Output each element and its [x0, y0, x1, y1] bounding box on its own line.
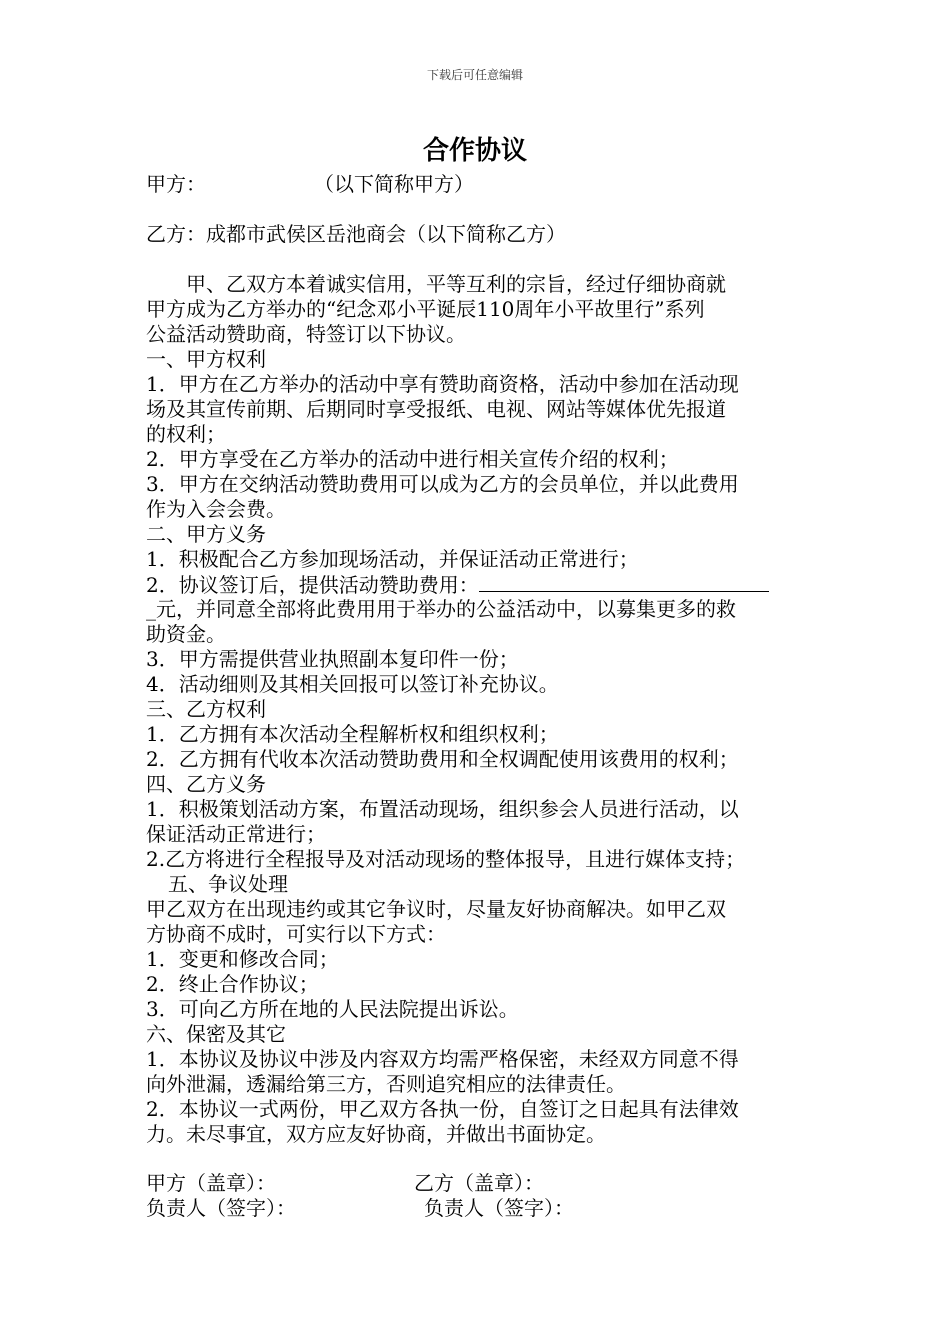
section-party-a-rights [146, 347, 826, 522]
clause-line: 向外泄漏，透漏给第三方，否则追究相应的法律责任。 [146, 1072, 626, 1096]
party-b-seal-label: 乙方（盖章）： [414, 1171, 544, 1195]
clause-line: 方协商不成时，可实行以下方式： [146, 922, 446, 946]
section-heading: 一、甲方权利 [146, 347, 266, 371]
clause-line: 1．乙方拥有本次活动全程解析权和组织权利； [146, 722, 559, 746]
clause-line: 保证活动正常进行； [146, 822, 326, 846]
clause-line: 2．协议签订后，提供活动赞助费用： [146, 572, 826, 597]
clause-line: 力。未尽事宜，双方应友好协商，并做出书面协定。 [146, 1122, 606, 1146]
clause-line: 场及其宣传前期、后期同时享受报纸、电视、网站等媒体优先报道 [146, 397, 726, 421]
seal-row [146, 1171, 826, 1196]
section-party-b-rights [146, 697, 826, 772]
clause-line: 助资金。 [146, 622, 226, 646]
clause-line: 1．变更和修改合同； [146, 947, 339, 971]
clause-line: 2．乙方拥有代收本次活动赞助费用和全权调配使用该费用的权利； [146, 747, 739, 771]
clause-line: 3．甲方需提供营业执照副本复印件一份； [146, 647, 519, 671]
clause-line: 2.乙方将进行全程报导及对活动现场的整体报导，且进行媒体支持； [146, 847, 746, 871]
party-a-label: 甲方： [146, 172, 206, 196]
clause-line: 1．积极策划活动方案，布置活动现场，组织参会人员进行活动，以 [146, 797, 739, 821]
header-note: 下载后可任意编辑 [426, 68, 523, 82]
clause-line: 3．可向乙方所在地的人民法院提出诉讼。 [146, 997, 519, 1021]
clause-line: 2．终止合作协议； [146, 972, 319, 996]
signature-block [146, 1171, 826, 1221]
clause-line: 甲乙双方在出现违约或其它争议时，尽量友好协商解决。如甲乙双 [146, 897, 726, 921]
document-body [146, 172, 826, 1221]
amount-blank [479, 572, 769, 592]
section-heading: 二、甲方义务 [146, 522, 266, 546]
clause-line: 3．甲方在交纳活动赞助费用可以成为乙方的会员单位，并以此费用 [146, 472, 739, 496]
clause-line: 作为入会会费。 [146, 497, 286, 521]
clause-line: 1．甲方在乙方举办的活动中享有赞助商资格，活动中参加在活动现 [146, 372, 739, 396]
clause-line: 2．本协议一式两份，甲乙双方各执一份，自签订之日起具有法律效 [146, 1097, 739, 1121]
clause-line: 的权利； [146, 422, 226, 446]
section-heading: 三、乙方权利 [146, 697, 266, 721]
clause-line: 4．活动细则及其相关回报可以签订补充协议。 [146, 672, 559, 696]
intro-paragraph [146, 272, 826, 347]
party-a-signature-label: 负责人（签字）： [146, 1196, 296, 1220]
section-party-a-obligations [146, 522, 826, 697]
intro-line: 甲、乙双方本着诚实信用，平等互利的宗旨，经过仔细协商就 [186, 272, 726, 296]
clause-line: 1．本协议及协议中涉及内容双方均需严格保密，未经双方同意不得 [146, 1047, 739, 1071]
clause-line: 2．甲方享受在乙方举办的活动中进行相关宣传介绍的权利； [146, 447, 679, 471]
clause-line: _元，并同意全部将此费用用于举办的公益活动中，以募集更多的救 [146, 597, 736, 621]
party-a-seal-label: 甲方（盖章）： [146, 1171, 276, 1195]
section-heading: 六、保密及其它 [146, 1022, 286, 1046]
section-heading: 五、争议处理 [168, 872, 288, 896]
section-party-b-obligations [146, 772, 826, 872]
section-confidentiality [146, 1022, 826, 1147]
party-a-note: （以下简称甲方） [314, 172, 474, 196]
party-a-line [146, 172, 826, 197]
section-heading: 四、乙方义务 [146, 772, 266, 796]
document-title: 合作协议 [422, 136, 527, 166]
signature-row [146, 1196, 826, 1221]
party-b-line: 乙方：成都市武侯区岳池商会（以下简称乙方） [146, 222, 566, 246]
intro-line: 甲方成为乙方举办的“纪念邓小平诞辰110周年小平故里行”系列 [146, 297, 705, 321]
clause-line: 1．积极配合乙方参加现场活动，并保证活动正常进行； [146, 547, 639, 571]
intro-line: 公益活动赞助商，特签订以下协议。 [146, 322, 466, 346]
party-b-signature-label: 负责人（签字）： [424, 1196, 574, 1220]
section-dispute-resolution [146, 872, 826, 1022]
